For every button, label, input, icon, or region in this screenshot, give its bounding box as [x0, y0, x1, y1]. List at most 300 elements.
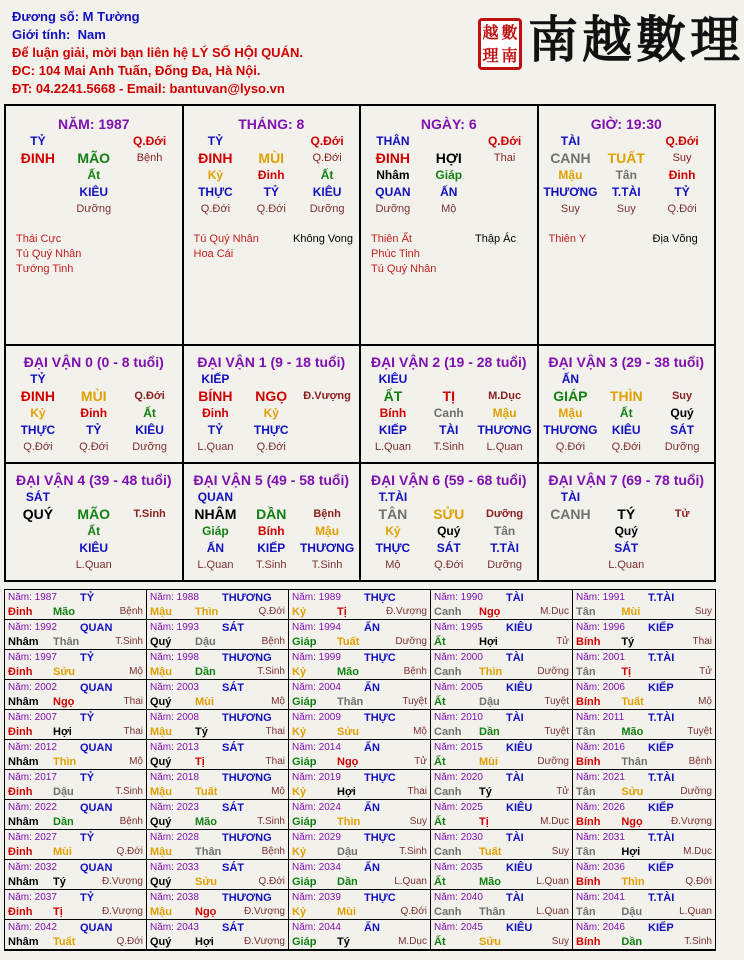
year-label: Năm: 2000 [434, 652, 483, 663]
year-stage: Tuyệt [402, 696, 427, 707]
year-stage: Q.Đới [116, 936, 143, 947]
year-stage: Tử [414, 756, 427, 767]
hidden-god-line-item: ẤN [440, 184, 458, 199]
year-stage: Đ.Vượng [243, 936, 285, 947]
year-ten-god: THỰC [364, 712, 396, 724]
year-cell [289, 920, 431, 950]
year-line-1 [434, 651, 569, 665]
dai-van-cell [6, 346, 182, 462]
year-stem: Tân [576, 726, 596, 738]
year-line-2 [150, 905, 285, 919]
year-line-2 [8, 875, 143, 889]
stem-branch-line-item: Thai [493, 151, 516, 164]
ten-god: ẤN [561, 371, 580, 386]
year-branch: Tị [195, 756, 205, 768]
hidden-god-line [6, 183, 182, 200]
hidden-stage-line [6, 200, 182, 217]
stem-branch-line-item: Q.Đới [312, 151, 342, 164]
year-branch: Ngọ [195, 906, 217, 918]
year-line-2 [8, 755, 143, 769]
hidden-stage-line-item: Q.Đới [667, 202, 697, 215]
ten-god-line-item: Q.Đới [665, 133, 699, 148]
hidden-god-line-item: THƯƠNG [299, 540, 355, 555]
year-stem: Bính [576, 936, 601, 948]
year-label: Năm: 2007 [8, 712, 57, 723]
year-branch: Tuất [337, 636, 360, 648]
year-ten-god: TÀI [506, 892, 524, 904]
year-label: Năm: 1988 [150, 592, 199, 603]
year-branch: Dậu [53, 786, 74, 798]
year-cell [431, 680, 573, 710]
hidden-stem-line [539, 166, 715, 183]
hidden-stem-line-item: Ất [87, 523, 101, 538]
year-branch: Dần [479, 726, 500, 738]
year-label: Năm: 1999 [292, 652, 341, 663]
year-line-2 [292, 935, 427, 949]
year-stage: Suy [694, 606, 712, 617]
hidden-stem-line [361, 166, 537, 183]
ten-god-line-item: TỶ [207, 133, 224, 148]
year-stage: Bệnh [119, 816, 143, 827]
hidden-god-line [6, 539, 182, 556]
stem-branch-line-item: BÍNH [198, 387, 233, 404]
year-stem: Quý [150, 936, 172, 948]
year-stem: Ất [434, 756, 446, 768]
year-line-1 [150, 711, 285, 725]
year-line-2 [292, 725, 427, 739]
year-line-1 [434, 621, 569, 635]
year-stage: Đ.Vượng [670, 816, 712, 827]
year-branch: Dần [195, 666, 216, 678]
hidden-stem-line [539, 522, 715, 539]
year-cell [5, 710, 147, 740]
year-ten-god: QUAN [80, 862, 113, 874]
year-stage: Tử [556, 786, 569, 797]
year-label: Năm: 2034 [292, 862, 341, 873]
hidden-god-line-item: THƯƠNG [543, 422, 598, 437]
pillar-cell [359, 106, 537, 344]
annual-luck-table [4, 589, 716, 951]
year-line-2 [576, 815, 712, 829]
year-label: Năm: 2023 [150, 802, 199, 813]
year-line-1 [150, 681, 285, 695]
hidden-stage-line-item: T.Sinh [433, 440, 465, 453]
hidden-stem-line-item: Mậu [558, 405, 583, 420]
year-branch: Thìn [479, 666, 503, 678]
hidden-stage-line-item: L.Quan [486, 440, 523, 453]
year-line-2 [8, 635, 143, 649]
year-stem: Nhâm [8, 816, 39, 828]
year-ten-god: TỶ [80, 592, 95, 604]
year-line-2 [150, 875, 285, 889]
year-line-1 [8, 801, 143, 815]
year-label: Năm: 2044 [292, 922, 341, 933]
cell-title: ĐẠI VẬN 7 (69 - 78 tuổi) [548, 472, 705, 488]
year-line-2 [576, 725, 712, 739]
year-line-1 [292, 861, 427, 875]
year-cell [147, 890, 289, 920]
year-label: Năm: 2028 [150, 832, 199, 843]
ten-god-line [184, 370, 360, 387]
year-line-1 [150, 621, 285, 635]
dai-van-cell [182, 464, 360, 580]
cell-title: ĐẠI VẬN 1 (9 - 18 tuổi) [197, 354, 346, 370]
star-name: Phúc Tinh [371, 248, 420, 260]
year-label: Năm: 2040 [434, 892, 483, 903]
year-stage: L.Quan [679, 906, 712, 917]
hidden-god-line-item: THỰC [20, 422, 56, 437]
year-label: Năm: 2018 [150, 772, 199, 783]
year-ten-god: SÁT [222, 922, 244, 934]
year-label: Năm: 2031 [576, 832, 625, 843]
year-cell [289, 740, 431, 770]
hidden-god-line [539, 539, 715, 556]
year-stem: Mậu [150, 666, 172, 678]
year-stage: Thai [407, 786, 427, 797]
year-stem: Bính [576, 636, 601, 648]
year-branch: Mùi [195, 696, 214, 708]
year-stage: T.Sinh [115, 786, 143, 797]
year-branch: Thìn [195, 606, 219, 618]
star-row [371, 232, 531, 247]
year-cell [289, 620, 431, 650]
stem-branch-line [6, 387, 182, 404]
year-stem: Canh [434, 906, 462, 918]
year-line-2 [292, 815, 427, 829]
hidden-stage-line [184, 438, 360, 455]
year-cell [147, 590, 289, 620]
year-label: Năm: 2015 [434, 742, 483, 753]
year-label: Năm: 2006 [576, 682, 625, 693]
year-ten-god: ẤN [364, 742, 380, 754]
hidden-stage-line-item: Suy [560, 202, 580, 215]
year-branch: Hợi [195, 936, 214, 948]
year-cell [147, 710, 289, 740]
year-cell [147, 860, 289, 890]
hidden-stem-line [361, 522, 537, 539]
year-branch: Thìn [337, 816, 361, 828]
hidden-stem-line-item: Đinh [80, 405, 108, 420]
year-ten-god: T.TÀI [648, 592, 675, 604]
ten-god-line-item: THÂN [376, 133, 410, 148]
year-line-1 [292, 591, 427, 605]
year-stem: Kỷ [292, 786, 307, 798]
year-stem: Kỷ [292, 666, 307, 678]
stem-branch-line [184, 149, 360, 166]
year-stem: Mậu [150, 906, 172, 918]
cell-title: NGÀY: 6 [420, 116, 477, 132]
year-label: Năm: 2036 [576, 862, 625, 873]
year-branch: Thìn [53, 756, 77, 768]
year-branch: Sửu [337, 726, 360, 738]
star-row [16, 232, 176, 247]
year-line-2 [292, 665, 427, 679]
year-line-2 [576, 905, 712, 919]
year-stage: Dưỡng [680, 786, 712, 797]
year-stem: Canh [434, 606, 462, 618]
hidden-stage-line-item: L.Quan [197, 558, 234, 571]
gender-label: Giới tính: [12, 27, 71, 42]
year-cell [147, 740, 289, 770]
year-cell [573, 680, 715, 710]
year-branch: Tý [337, 936, 350, 948]
hidden-stage-line-item: Q.Đới [23, 440, 53, 453]
year-stage: Bệnh [403, 666, 427, 677]
year-branch: Mão [53, 606, 75, 618]
year-ten-god: KIẾP [648, 862, 674, 874]
year-line-2 [434, 875, 569, 889]
star-row [371, 262, 531, 277]
year-ten-god: T.TÀI [648, 712, 675, 724]
year-ten-god: QUAN [80, 682, 113, 694]
stem-branch-line-item: NGỌ [255, 387, 288, 404]
ten-god: TÀI [560, 489, 581, 504]
year-label: Năm: 1998 [150, 652, 199, 663]
ten-god-line [6, 132, 182, 149]
year-stem: Canh [434, 726, 462, 738]
year-line-2 [8, 695, 143, 709]
year-label: Năm: 2017 [8, 772, 57, 783]
year-label: Năm: 1987 [8, 592, 57, 603]
year-label: Năm: 2043 [150, 922, 199, 933]
year-label: Năm: 2004 [292, 682, 341, 693]
hidden-stage-line-item: Mộ [441, 202, 457, 215]
year-line-1 [8, 741, 143, 755]
year-branch: Mùi [621, 606, 641, 618]
year-stem: Mậu [150, 846, 172, 858]
year-ten-god: TỶ [80, 832, 95, 844]
year-stage: T.Sinh [399, 846, 427, 857]
year-ten-god: THƯƠNG [222, 832, 272, 844]
star-row [16, 247, 176, 262]
year-label: Năm: 2030 [434, 832, 483, 843]
year-line-2 [434, 935, 569, 949]
ten-god-line [361, 370, 537, 387]
ten-god-line [361, 132, 537, 149]
hidden-god-line-item: THỰC [198, 184, 233, 199]
hidden-stage-line-item: Q.Đới [200, 202, 231, 215]
year-stage: Mộ [271, 786, 285, 797]
hidden-stem-line-item: Ất [619, 405, 633, 420]
year-stem: Mậu [150, 786, 172, 798]
year-ten-god: KIẾP [648, 802, 674, 814]
hidden-stem-line-item: Kỷ [263, 405, 279, 420]
year-line-2 [8, 725, 143, 739]
year-ten-god: THƯƠNG [222, 712, 272, 724]
year-line-1 [292, 651, 427, 665]
hidden-god-line [184, 539, 360, 556]
year-line-2 [150, 635, 285, 649]
year-label: Năm: 2022 [8, 802, 57, 813]
year-line-1 [292, 621, 427, 635]
year-branch: Tuất [53, 936, 76, 948]
hidden-stem-line-item: Giáp [202, 523, 229, 538]
year-branch: Thân [621, 756, 648, 768]
hidden-god-line [184, 183, 360, 200]
year-stem: Quý [150, 756, 172, 768]
year-stem: Ất [434, 816, 446, 828]
year-line-1 [8, 621, 143, 635]
year-stage: Thai [123, 726, 143, 737]
stem-branch-line-item: M.Dục [488, 389, 522, 402]
year-cell [573, 650, 715, 680]
year-line-2 [150, 695, 285, 709]
hidden-stem-line-item: Bính [379, 405, 407, 420]
year-line-2 [8, 785, 143, 799]
year-cell [147, 830, 289, 860]
stem-branch-line-item: Suy [671, 389, 693, 402]
year-stem: Nhâm [8, 636, 39, 648]
year-label: Năm: 2010 [434, 712, 483, 723]
star-name: Thập Ác [475, 233, 516, 245]
year-line-1 [150, 741, 285, 755]
year-label: Năm: 2027 [8, 832, 57, 843]
hidden-stem-line-item: Tân [615, 167, 637, 182]
stem-branch-line-item: ẤT [383, 387, 403, 404]
stem-branch-line-item: TÂN [378, 505, 408, 522]
year-branch: Tý [479, 786, 492, 798]
hidden-stage-line-item: L.Quan [75, 558, 112, 571]
hidden-stem-line [6, 522, 182, 539]
year-branch: Hợi [479, 636, 498, 648]
year-label: Năm: 2039 [292, 892, 341, 903]
year-line-1 [434, 831, 569, 845]
year-branch: Tị [337, 606, 347, 618]
year-ten-god: TỶ [80, 712, 95, 724]
dai-van-cell [537, 464, 715, 580]
stem-branch-line-item: Bệnh [313, 507, 341, 520]
star-name: Hoa Cái [193, 248, 234, 260]
year-stage: Dưỡng [537, 756, 569, 767]
year-line-2 [292, 695, 427, 709]
year-stem: Giáp [292, 696, 317, 708]
year-line-2 [576, 935, 712, 949]
year-branch: Dần [621, 936, 643, 948]
year-line-1 [150, 651, 285, 665]
year-stage: T.Sinh [115, 636, 143, 647]
year-line-1 [434, 801, 569, 815]
year-stem: Giáp [292, 636, 317, 648]
year-ten-god: THỰC [364, 652, 396, 664]
stem-branch-line-item: Suy [672, 151, 692, 164]
address-line: ĐC: 104 Mai Anh Tuấn, Đống Đa, Hà Nội. [12, 63, 261, 78]
year-ten-god: TỶ [80, 772, 95, 784]
dai-van-cell [359, 464, 537, 580]
year-stage: Tử [699, 666, 712, 677]
year-stem: Tân [576, 846, 596, 858]
hidden-stem-line [6, 166, 182, 183]
cell-title: ĐẠI VẬN 2 (19 - 28 tuổi) [370, 354, 527, 370]
year-stage: T.Sinh [684, 936, 712, 947]
year-line-2 [8, 815, 143, 829]
year-label: Năm: 2037 [8, 892, 57, 903]
year-ten-god: KIẾP [648, 742, 674, 754]
year-line-1 [292, 681, 427, 695]
year-cell [5, 650, 147, 680]
year-line-1 [434, 591, 569, 605]
year-stem: Quý [150, 876, 172, 888]
stem-branch-line [184, 387, 360, 404]
year-stem: Bính [576, 876, 601, 888]
hidden-stage-line-item: Mộ [385, 558, 401, 571]
year-stem: Mậu [150, 726, 172, 738]
year-branch: Tị [53, 906, 63, 918]
year-cell [147, 920, 289, 950]
hidden-stage-line-item: T.Sinh [311, 558, 343, 571]
year-branch: Sửu [53, 666, 76, 678]
year-label: Năm: 2025 [434, 802, 483, 813]
year-line-1 [576, 771, 712, 785]
hidden-god-line-item: KIẾP [378, 422, 407, 437]
year-line-2 [150, 755, 285, 769]
year-line-1 [576, 681, 712, 695]
year-ten-god: THỰC [364, 772, 396, 784]
star-name: Tướng Tinh [16, 263, 74, 275]
hidden-god-line-item: THƯƠNG [477, 422, 532, 437]
year-line-2 [292, 605, 427, 619]
hidden-god-line-item: TỶ [86, 422, 102, 437]
hidden-stem-line-item: Mậu [492, 405, 517, 420]
year-stem: Ất [434, 696, 446, 708]
year-stem: Canh [434, 846, 462, 858]
year-ten-god: KIẾP [648, 682, 674, 694]
year-stem: Nhâm [8, 756, 39, 768]
year-ten-god: SÁT [222, 862, 244, 874]
year-cell [431, 620, 573, 650]
hidden-stem-line-item: Đinh [202, 405, 229, 420]
year-stem: Ất [434, 936, 446, 948]
year-ten-god: TÀI [506, 832, 524, 844]
year-line-1 [8, 591, 143, 605]
hidden-god-line-item: SÁT [436, 540, 461, 555]
year-line-2 [576, 785, 712, 799]
hidden-god-line-item: THỰC [375, 540, 411, 555]
ten-god-line [184, 132, 360, 149]
year-branch: Dậu [621, 906, 643, 918]
year-ten-god: KIÊU [506, 742, 533, 754]
year-line-2 [292, 905, 427, 919]
year-line-2 [292, 845, 427, 859]
star-row [194, 247, 354, 262]
hidden-god-line-item: KIẾP [257, 540, 286, 555]
header-info [12, 8, 472, 98]
year-line-2 [576, 635, 712, 649]
year-cell [431, 800, 573, 830]
dai-van-row-2 [6, 462, 714, 580]
ten-god-line [184, 488, 360, 505]
hidden-stem-line [539, 404, 715, 421]
year-line-2 [150, 725, 285, 739]
year-branch: Sửu [479, 936, 502, 948]
year-cell [147, 770, 289, 800]
year-label: Năm: 2042 [8, 922, 57, 933]
year-branch: Thân [479, 906, 506, 918]
year-line-1 [8, 771, 143, 785]
year-line-2 [434, 785, 569, 799]
stem-branch-line-item: T.Sinh [133, 507, 166, 520]
ten-god: TỶ [30, 371, 46, 386]
hidden-god-line [539, 421, 715, 438]
year-cell [431, 650, 573, 680]
year-line-1 [292, 801, 427, 815]
hidden-stage-line [539, 200, 715, 217]
year-stage: Thai [265, 756, 285, 767]
year-branch: Mùi [479, 756, 498, 768]
year-cell [289, 650, 431, 680]
hidden-god-line-item: SÁT [670, 422, 695, 437]
year-stem: Quý [150, 816, 172, 828]
year-ten-god: KIẾP [648, 622, 674, 634]
